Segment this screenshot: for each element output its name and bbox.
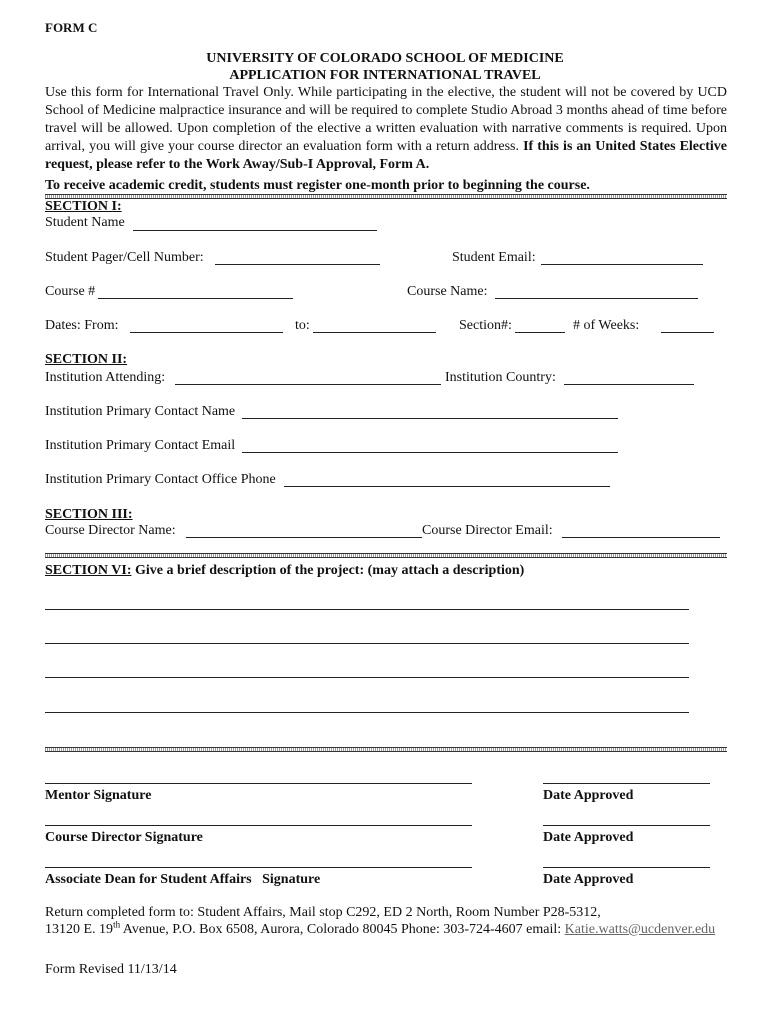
- director-name-field[interactable]: [186, 537, 422, 538]
- mentor-signature-label: Mentor Signature: [45, 788, 152, 803]
- mentor-date-field[interactable]: [543, 783, 710, 784]
- dates-from-label: Dates: From:: [45, 318, 119, 333]
- director-date-field[interactable]: [543, 825, 710, 826]
- institution-attending-label: Institution Attending:: [45, 370, 166, 385]
- description-line-3[interactable]: [45, 677, 689, 678]
- intro-paragraph: [45, 84, 727, 174]
- section-num-label: Section#:: [459, 318, 512, 333]
- contact-phone-label: Institution Primary Contact Office Phone: [45, 472, 276, 487]
- intro-text: Use this form for International Travel Only. While participating in the elective, the student will not be covered by UCD School of Medicine malpractice insurance and will be required to complete Studio Abroad 3 months ahead of time before travel will be allowed. Upon completion of the elective a written evaluation with narrative comments is required. Upon arrival, you will give your course director an evaluation form with a return address.: [45, 85, 727, 154]
- return-line2: [45, 919, 716, 938]
- institution-country-field[interactable]: [564, 384, 694, 385]
- divider: [45, 194, 727, 199]
- dates-from-field[interactable]: [130, 332, 283, 333]
- description-line-1[interactable]: [45, 609, 689, 610]
- section6-heading: SECTION VI:: [45, 563, 132, 578]
- director-date-label: Date Approved: [543, 830, 634, 845]
- mentor-date-label: Date Approved: [543, 788, 634, 803]
- divider: [45, 747, 727, 752]
- director-email-label: Course Director Email:: [422, 523, 553, 538]
- email-field[interactable]: [541, 264, 703, 265]
- pager-label: Student Pager/Cell Number:: [45, 250, 204, 265]
- weeks-label: # of Weeks:: [573, 318, 640, 333]
- return-line2-post: Avenue, P.O. Box 6508, Aurora, Colorado 80045 Phone: 303-724-4607 email:: [120, 922, 565, 937]
- section-num-field[interactable]: [515, 332, 565, 333]
- intro-bold-text: If this is an United States Elective request, please refer to the Work Away/Sub-I Approval, Form A.: [45, 139, 728, 172]
- pager-field[interactable]: [215, 264, 380, 265]
- institution-country-label: Institution Country:: [445, 370, 556, 385]
- section3-heading: SECTION III:: [45, 507, 133, 522]
- section6-header: [45, 563, 524, 579]
- section6-prompt: Give a brief description of the project: (may attach a description): [135, 563, 525, 578]
- director-signature-field[interactable]: [45, 825, 472, 826]
- dates-to-label: to:: [295, 318, 310, 333]
- email-label: Student Email:: [452, 250, 536, 265]
- contact-email-link[interactable]: Katie.watts@ucdenver.edu: [564, 922, 716, 937]
- return-line2-sup: th: [113, 919, 121, 930]
- student-name-field[interactable]: [133, 230, 377, 231]
- director-name-label: Course Director Name:: [45, 523, 176, 538]
- contact-name-label: Institution Primary Contact Name: [45, 404, 236, 419]
- weeks-field[interactable]: [661, 332, 714, 333]
- course-name-field[interactable]: [495, 298, 698, 299]
- credit-notice: To receive academic credit, students must register one-month prior to beginning the course.: [45, 178, 590, 193]
- description-line-4[interactable]: [45, 712, 689, 713]
- description-line-2[interactable]: [45, 643, 689, 644]
- return-line2-pre: 13120 E. 19: [45, 922, 114, 937]
- contact-name-field[interactable]: [242, 418, 618, 419]
- contact-email-label: Institution Primary Contact Email: [45, 438, 236, 453]
- form-revised: Form Revised 11/13/14: [45, 962, 177, 977]
- form-label: FORM C: [45, 20, 98, 35]
- contact-email-field[interactable]: [242, 452, 618, 453]
- student-name-label: Student Name: [45, 215, 125, 230]
- dean-date-field[interactable]: [543, 867, 710, 868]
- form-title-line2: APPLICATION FOR INTERNATIONAL TRAVEL: [229, 68, 541, 83]
- dates-to-field[interactable]: [313, 332, 436, 333]
- section2-heading: SECTION II:: [45, 352, 128, 367]
- dean-date-label: Date Approved: [543, 872, 634, 887]
- director-signature-label: Course Director Signature: [45, 830, 203, 845]
- form-title-line1: UNIVERSITY OF COLORADO SCHOOL OF MEDICINE: [206, 51, 564, 66]
- section1-heading: SECTION I:: [45, 199, 122, 214]
- mentor-signature-field[interactable]: [45, 783, 472, 784]
- course-num-field[interactable]: [98, 298, 293, 299]
- contact-phone-field[interactable]: [284, 486, 610, 487]
- institution-attending-field[interactable]: [175, 384, 441, 385]
- return-line1: Return completed form to: Student Affairs, Mail stop C292, ED 2 North, Room Number P28-5312,: [45, 905, 601, 920]
- course-name-label: Course Name:: [407, 284, 488, 299]
- course-num-label: Course #: [45, 284, 96, 299]
- dean-signature-field[interactable]: [45, 867, 472, 868]
- director-email-field[interactable]: [562, 537, 720, 538]
- dean-signature-label: Associate Dean for Student Affairs Signature: [45, 872, 321, 887]
- divider: [45, 553, 727, 558]
